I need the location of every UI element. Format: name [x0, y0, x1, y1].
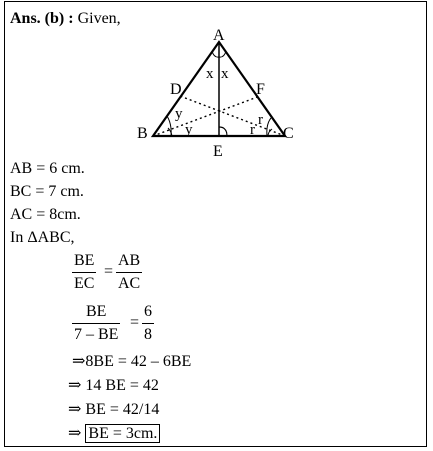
step-1	[72, 353, 191, 371]
label-angle-r-upper: r	[258, 112, 263, 128]
eq2-right-denominator: 8	[144, 326, 152, 343]
eq2-left-denominator: 7 – BE	[74, 326, 119, 343]
label-d: D	[170, 81, 182, 98]
eq2-right-numerator: 6	[144, 303, 152, 320]
statement-bc: BC = 7 cm.	[10, 183, 84, 200]
eq2-left-fraction	[72, 303, 120, 344]
segment-cd	[180, 96, 285, 136]
given-label: Given,	[77, 10, 121, 27]
label-angle-r-lower: r	[250, 122, 255, 138]
implies-arrow-2: ⇒	[68, 377, 82, 394]
statement-ab: AB = 6 cm.	[10, 160, 85, 177]
label-b: B	[137, 125, 148, 142]
step-2	[68, 377, 159, 395]
right-angle-mark	[219, 127, 227, 136]
implies-arrow-3: ⇒	[68, 401, 82, 418]
eq1-left-bar	[72, 272, 96, 273]
step-4	[68, 425, 160, 443]
eq1-right-fraction	[116, 252, 142, 293]
eq1-left-denominator: EC	[74, 275, 95, 292]
eq1-equals: =	[104, 263, 114, 280]
label-angle-y-upper: y	[175, 106, 183, 122]
label-c: C	[283, 125, 294, 142]
eq2-left-numerator: BE	[86, 303, 107, 320]
eq2-right-bar	[142, 323, 154, 324]
step-3	[68, 401, 159, 419]
implies-arrow-1: ⇒	[72, 353, 86, 370]
eq1-right-numerator: AB	[118, 252, 141, 269]
implies-arrow-4: ⇒	[68, 425, 82, 442]
step-1-text: 8BE = 42 – 6BE	[85, 353, 192, 370]
eq2-left-bar	[72, 323, 120, 324]
step-3-text: BE = 42/14	[85, 401, 160, 418]
label-a: A	[213, 27, 225, 44]
label-angle-x-right: x	[221, 66, 229, 82]
angle-arc-b	[167, 116, 171, 136]
eq1-left-numerator: BE	[74, 252, 95, 269]
eq1-right-bar	[116, 272, 142, 273]
eq1-right-denominator: AC	[118, 275, 141, 292]
eq2-right-fraction	[142, 303, 154, 344]
eq2-equals: =	[130, 314, 140, 331]
final-answer-box: BE = 3cm.	[85, 424, 160, 443]
step-2-text: 14 BE = 42	[85, 377, 159, 394]
label-e: E	[213, 143, 223, 160]
eq1-left-fraction	[72, 252, 96, 293]
answer-label: Ans. (b) :	[10, 10, 74, 27]
label-angle-y-lower: y	[185, 122, 193, 138]
label-f: F	[256, 81, 265, 98]
label-angle-x-left: x	[206, 66, 214, 82]
statement-ac: AC = 8cm.	[10, 206, 81, 223]
statement-triangle: In ΔABC,	[10, 229, 75, 246]
